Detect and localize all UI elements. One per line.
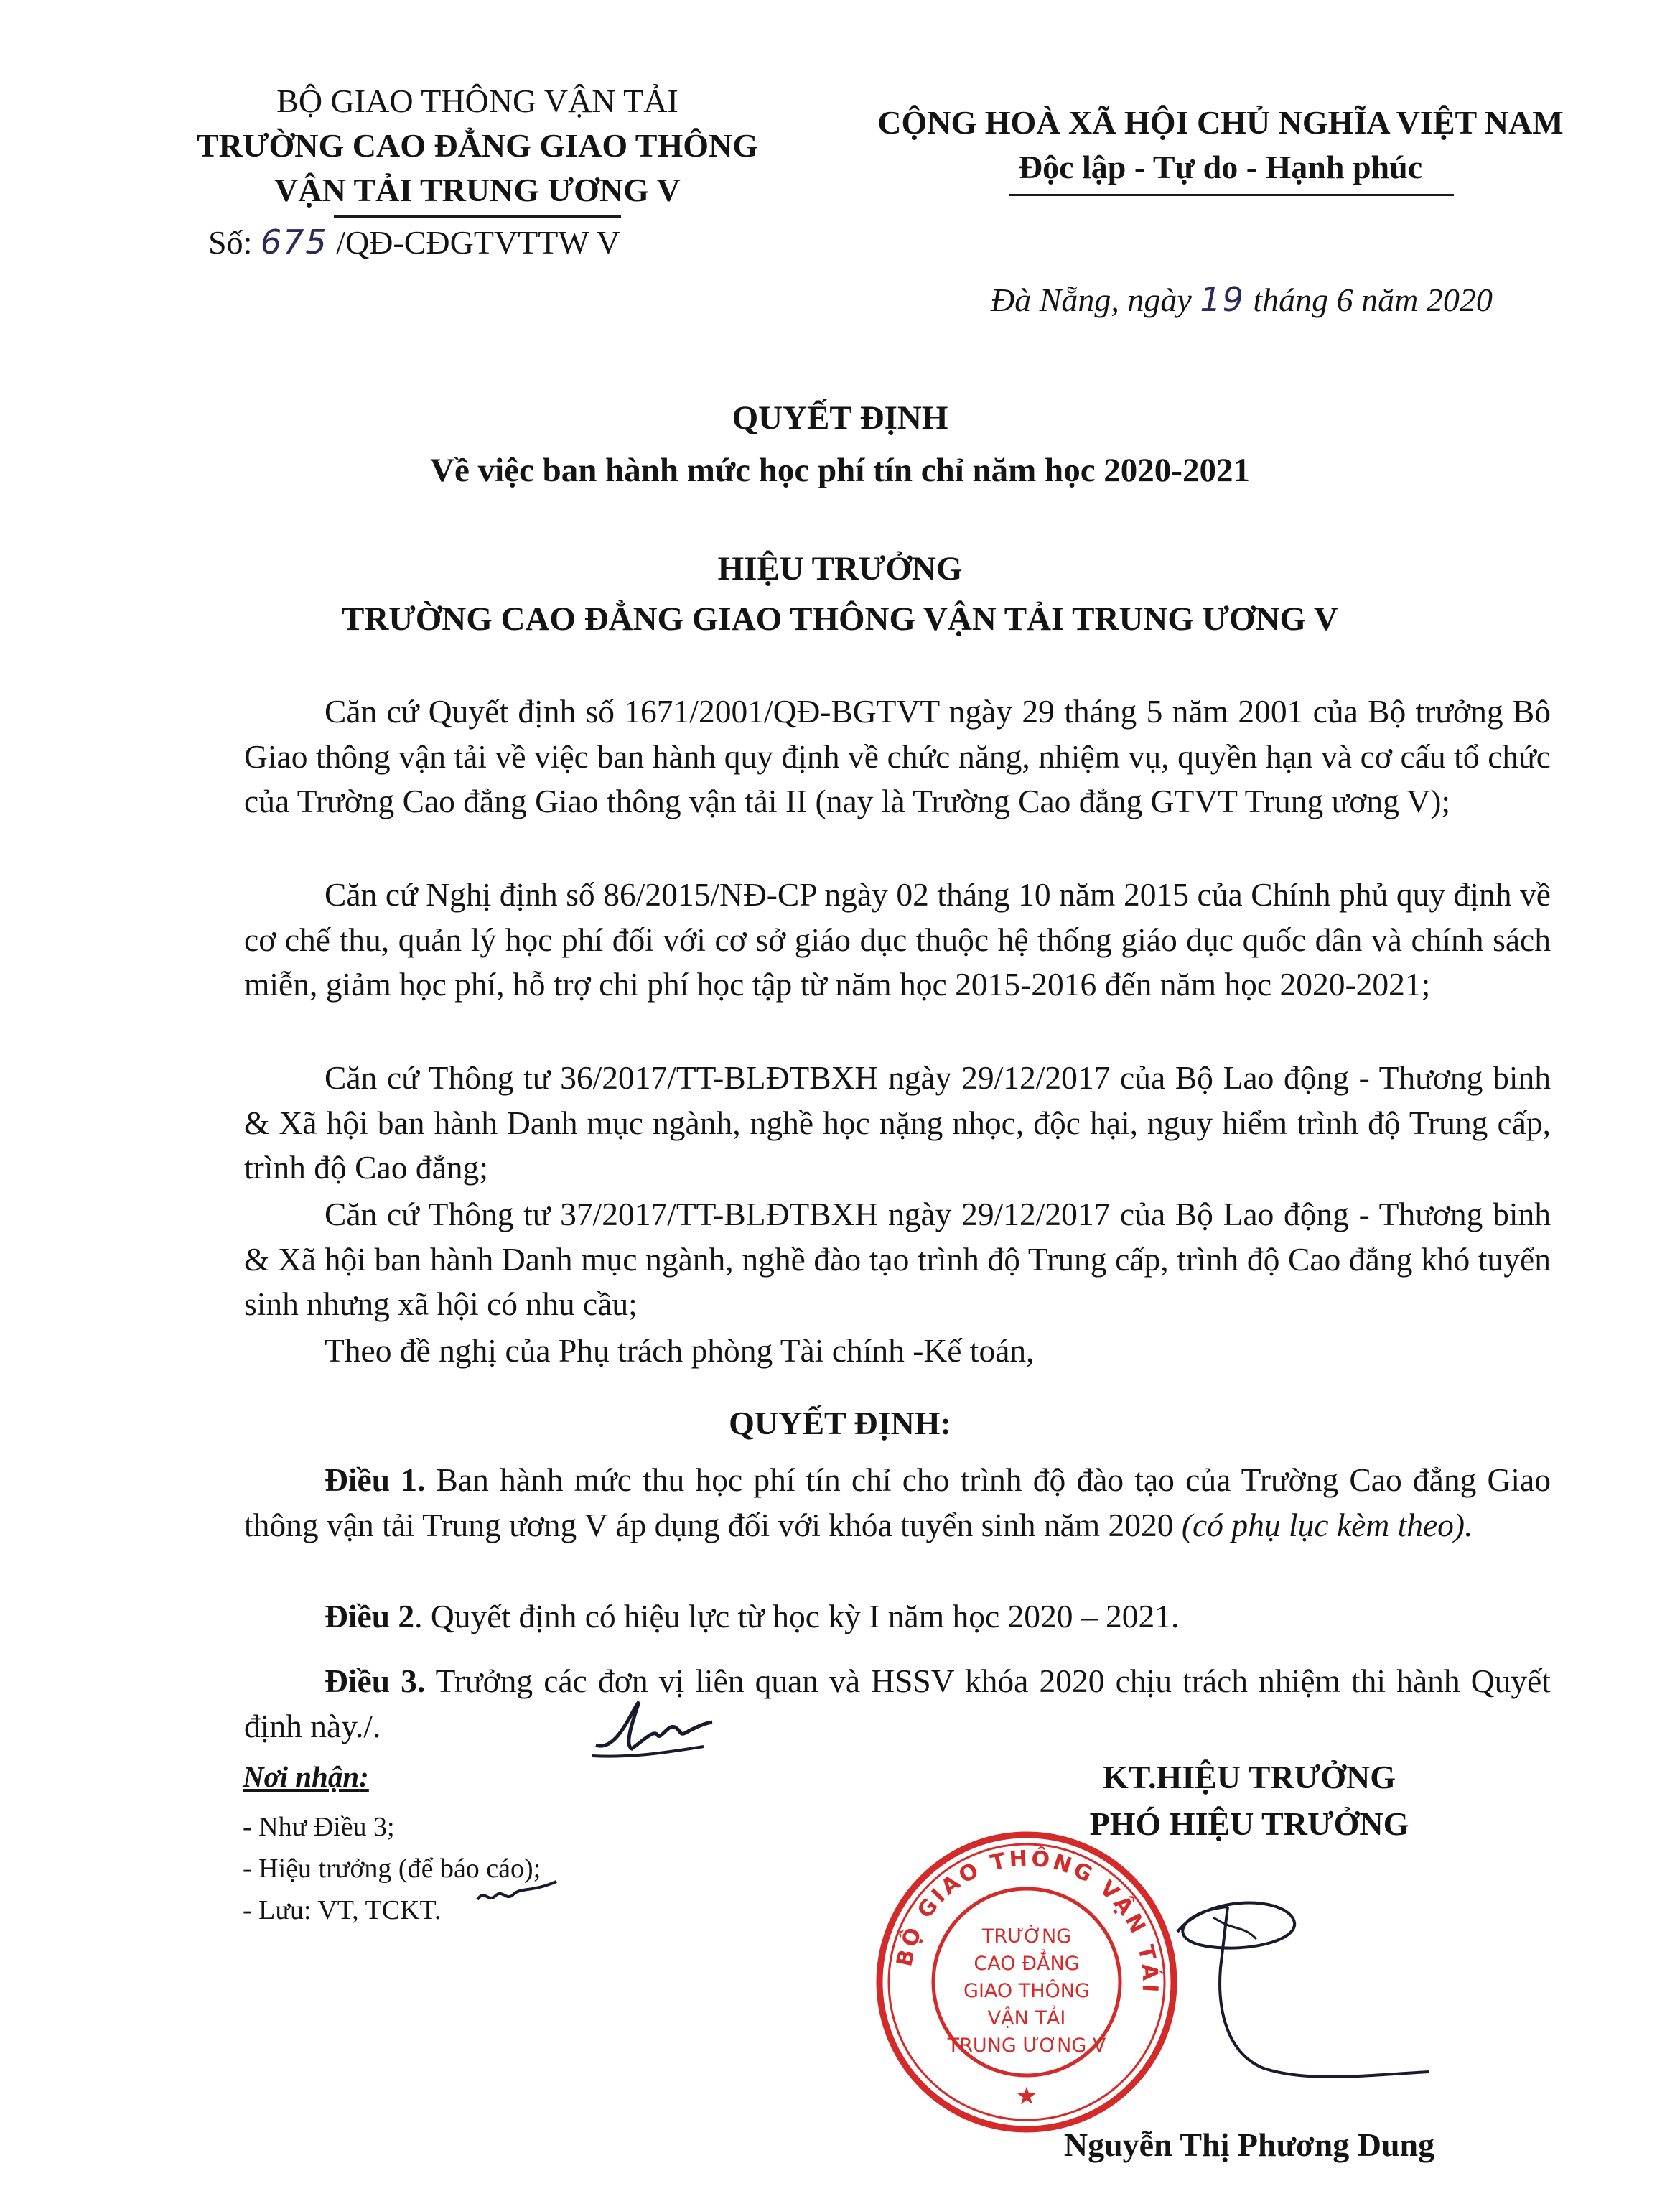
authority-org: TRƯỜNG CAO ĐẲNG GIAO THÔNG VẬN TẢI TRUNG ƯƠNG V	[342, 600, 1338, 638]
date-day-handwritten: 19	[1200, 280, 1245, 319]
svg-text:★: ★	[1015, 2082, 1038, 2111]
svg-text:TRƯỜNG: TRƯỜNG	[981, 1925, 1072, 1948]
number-handwritten: 675	[260, 223, 328, 261]
agency-underline	[334, 215, 621, 218]
article-3	[244, 1659, 1551, 1749]
signer-name: Nguyễn Thị Phương Dung	[1063, 2126, 1435, 2163]
document-subject: Về việc ban hành mức học phí tín chỉ năm học 2020-2021	[430, 452, 1250, 489]
recipients-list	[243, 1806, 541, 1931]
preamble-text: Căn cứ Thông tư 36/2017/TT-BLĐTBXH ngày 29/12/2017 của Bộ Lao động - Thương binh & Xã hội ban hành Danh mục ngành, nghề học nặng nhọc, độc hại, nguy hiểm trình độ Trung cấp, trình độ Cao đẳng;	[244, 1059, 1551, 1186]
article-text: . Quyết định có hiệu lực từ học kỳ I năm học 2020 – 2021.	[414, 1598, 1180, 1634]
national-title-block	[840, 101, 1601, 190]
preamble-text: Căn cứ Nghị định số 86/2015/NĐ-CP ngày 02 tháng 10 năm 2015 của Chính phủ quy định về cơ chế thu, quản lý học phí đối với cơ sở giáo dục thuộc hệ thống giáo dục quốc dân và chính sách miễn, giảm học phí, hỗ trợ chi phí học tập từ năm học 2015-2016 đến năm học 2020-2021;	[244, 876, 1551, 1003]
preamble-3	[244, 1056, 1551, 1191]
svg-text:CAO ĐẲNG: CAO ĐẲNG	[974, 1953, 1080, 1975]
preamble-4	[244, 1192, 1551, 1327]
preamble-1	[244, 689, 1551, 824]
nation-name: CỘNG HOÀ XÃ HỘI CHỦ NGHĨA VIỆT NAM	[877, 104, 1564, 141]
article-2	[244, 1594, 1551, 1640]
svg-text:BỘ GIAO THÔNG VẬN TẢI: BỘ GIAO THÔNG VẬN TẢI	[892, 1846, 1163, 1996]
authority-title: HIỆU TRƯỞNG	[717, 550, 963, 587]
national-motto: Độc lập - Tự do - Hạnh phúc	[1018, 149, 1423, 185]
school-name-line2: VẬN TẢI TRUNG ƯƠNG V	[274, 172, 681, 208]
number-prefix: Số:	[208, 224, 261, 261]
recipient-item: - Lưu: VT, TCKT.	[243, 1895, 442, 1925]
svg-text:TRUNG ƯƠNG V: TRUNG ƯƠNG V	[947, 2034, 1106, 2057]
document-number	[208, 223, 620, 261]
recipients-heading	[243, 1759, 369, 1794]
recipient-item: - Hiệu trưởng (để báo cáo);	[243, 1854, 541, 1884]
issue-date	[991, 280, 1493, 319]
handwritten-signature	[1120, 1867, 1436, 2119]
recipients-heading-text: Nơi nhận	[243, 1760, 360, 1793]
ministry-name: BỘ GIAO THÔNG VẬN TẢI	[276, 83, 678, 119]
preamble-2	[244, 873, 1551, 1008]
article-label: Điều 2	[325, 1598, 415, 1634]
article-text: Ban hành mức thu học phí tín chỉ cho trình độ đào tạo của Trường Cao đẳng Giao thông vận tải Trung ương V áp dụng đối với khóa tuyển sinh năm 2020	[244, 1461, 1551, 1543]
svg-text:VẬN TẢI: VẬN TẢI	[987, 2007, 1066, 2029]
preamble-5	[244, 1329, 1551, 1374]
preamble-text: Căn cứ Quyết định số 1671/2001/QĐ-BGTVT ngày 29 tháng 5 năm 2001 của Bộ trưởng Bô Giao thông vận tải về việc ban hành quy định về chức năng, nhiệm vụ, quyền hạn và cơ cấu tổ chức của Trường Cao đẳng Giao thông vận tải II (nay là Trường Cao đẳng GTVT Trung ương V);	[244, 693, 1551, 819]
article-text: Trưởng các đơn vị liên quan và HSSV khóa 2020 chịu trách nhiệm thi hành Quyết định này./.	[244, 1662, 1551, 1744]
svg-text:GIAO THÔNG: GIAO THÔNG	[963, 1980, 1090, 2002]
school-name-line1: TRƯỜNG CAO ĐẲNG GIAO THÔNG	[196, 127, 759, 164]
number-suffix: /QĐ-CĐGTVTTW V	[327, 224, 620, 261]
article-1	[244, 1458, 1551, 1548]
recipient-item: - Như Điều 3;	[243, 1812, 395, 1842]
date-prefix: Đà Nẵng, ngày	[991, 282, 1200, 318]
article-label: Điều 1.	[325, 1461, 426, 1498]
decision-heading: QUYẾT ĐỊNH:	[729, 1405, 951, 1441]
article-label: Điều 3.	[325, 1662, 426, 1699]
motto-underline	[1009, 194, 1454, 196]
document-kind: QUYẾT ĐỊNH	[732, 399, 948, 437]
signer-title-1: KT.HIỆU TRƯỞNG	[1102, 1759, 1396, 1795]
preamble-text: Theo đề nghị của Phụ trách phòng Tài chính -Kế toán,	[325, 1332, 1035, 1369]
preamble-text: Căn cứ Thông tư 37/2017/TT-BLĐTBXH ngày 29/12/2017 của Bộ Lao động - Thương binh & Xã hội ban hành Danh mục ngành, nghề đào tạo trình độ Trung cấp, trình độ Cao đẳng khó tuyển sinh nhưng xã hội có nhu cầu;	[244, 1196, 1551, 1322]
initial-mark	[589, 1695, 718, 1767]
recipients-colon: :	[359, 1760, 369, 1793]
date-suffix: tháng 6 năm 2020	[1244, 282, 1493, 318]
issuing-agency-block	[165, 79, 790, 213]
article-note: (có phụ lục kèm theo).	[1181, 1506, 1473, 1543]
signer-title-2: PHÓ HIỆU TRƯỞNG	[1089, 1805, 1409, 1842]
initial-mark-small	[474, 1874, 560, 1910]
